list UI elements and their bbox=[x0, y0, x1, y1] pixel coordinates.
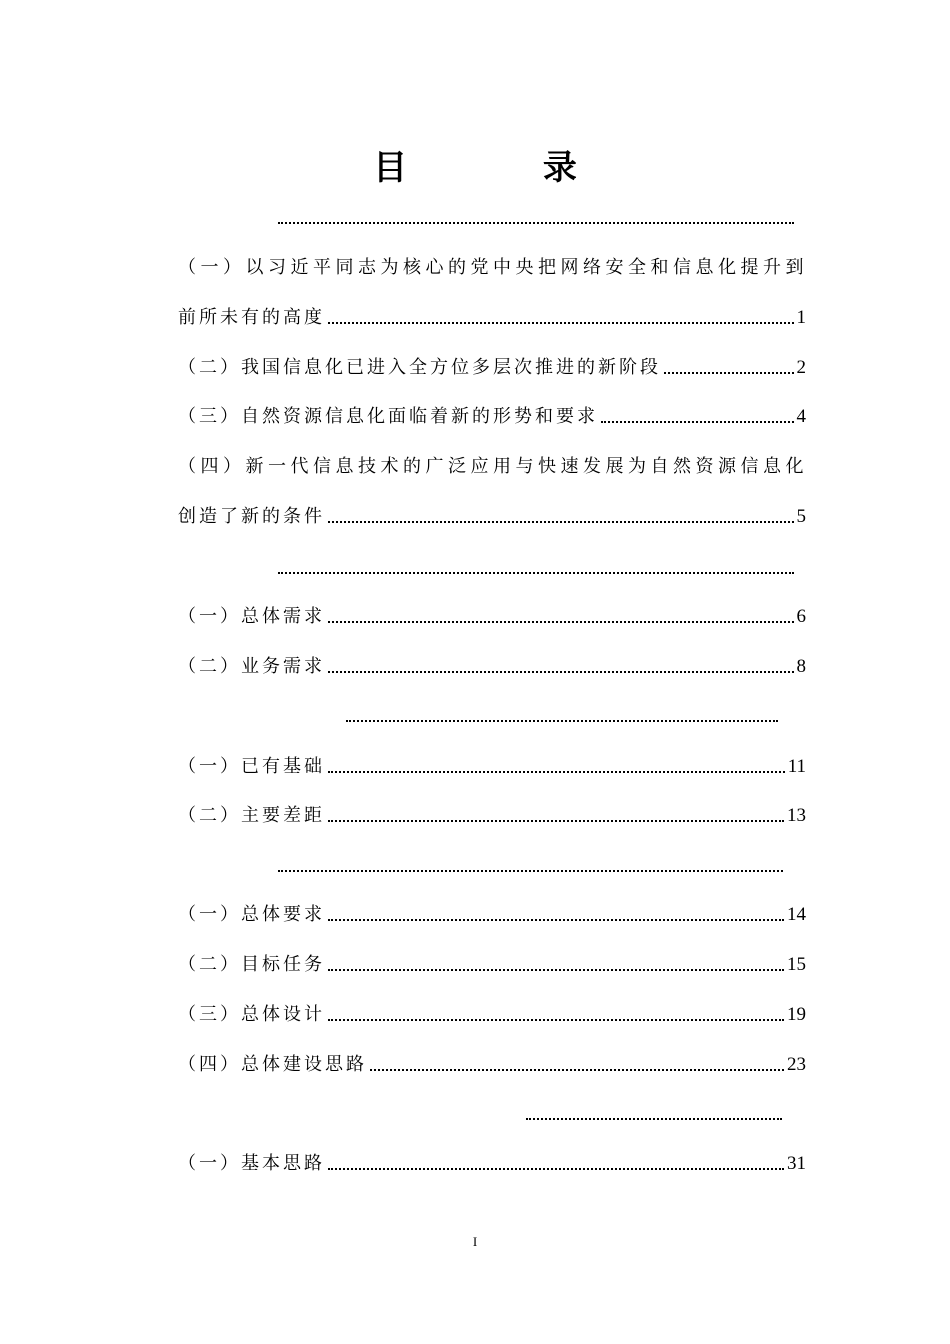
toc-page-number: 2 bbox=[796, 357, 806, 378]
toc-page-number: 23 bbox=[787, 1054, 806, 1075]
toc-page-number: 6 bbox=[796, 606, 806, 627]
toc-entry[interactable] bbox=[178, 1050, 806, 1080]
toc-entry[interactable] bbox=[178, 652, 806, 682]
toc-entry[interactable] bbox=[178, 402, 806, 432]
section-heading-leader bbox=[526, 1118, 782, 1120]
toc-entry[interactable] bbox=[178, 502, 806, 532]
toc-entry[interactable] bbox=[178, 303, 806, 333]
dot-leader bbox=[328, 919, 784, 921]
toc-entry-label: （一）以习近平同志为核心的党中央把网络安全和信息化提升到 bbox=[178, 257, 808, 278]
toc-page-number: 4 bbox=[796, 406, 806, 427]
toc-entry-label: （四）总体建设思路 bbox=[178, 1054, 367, 1075]
dot-leader bbox=[328, 671, 794, 673]
dot-leader bbox=[328, 621, 794, 623]
toc-entry[interactable] bbox=[178, 900, 806, 930]
toc-entry[interactable] bbox=[178, 253, 806, 283]
toc-page-number: 31 bbox=[787, 1153, 806, 1174]
section-heading-leader bbox=[278, 222, 794, 224]
toc-entry-label: （一）总体需求 bbox=[178, 606, 325, 627]
toc-page-number: 14 bbox=[787, 904, 806, 925]
toc-entry-label: （一）基本思路 bbox=[178, 1153, 325, 1174]
toc-entry[interactable] bbox=[178, 353, 806, 383]
toc-entry-label: （二）目标任务 bbox=[178, 954, 325, 975]
toc-page-number: 5 bbox=[796, 506, 806, 527]
toc-entry[interactable] bbox=[178, 602, 806, 632]
toc-entry-label: 前所未有的高度 bbox=[178, 307, 325, 328]
toc-entry-label: （一）已有基础 bbox=[178, 756, 325, 777]
dot-leader bbox=[664, 372, 794, 374]
toc-entry-label: （三）总体设计 bbox=[178, 1004, 325, 1025]
dot-leader bbox=[328, 1019, 784, 1021]
toc-entry[interactable] bbox=[178, 1149, 806, 1179]
section-heading-leader bbox=[278, 870, 783, 872]
toc-entry[interactable] bbox=[178, 752, 806, 782]
dot-leader bbox=[328, 820, 784, 822]
toc-page-number: 1 bbox=[796, 307, 806, 328]
dot-leader bbox=[328, 322, 794, 324]
toc-page-number: 15 bbox=[787, 954, 806, 975]
toc-entry-label: （四）新一代信息技术的广泛应用与快速发展为自然资源信息化 bbox=[178, 456, 808, 477]
toc-entry-label: （二）业务需求 bbox=[178, 656, 325, 677]
toc-entry-label: （二）我国信息化已进入全方位多层次推进的新阶段 bbox=[178, 357, 661, 378]
dot-leader bbox=[328, 771, 785, 773]
section-heading-leader bbox=[278, 572, 794, 574]
toc-page-number: 11 bbox=[787, 756, 806, 777]
dot-leader bbox=[601, 421, 794, 423]
dot-leader bbox=[328, 1168, 784, 1170]
toc-title: 目 录 bbox=[373, 148, 639, 188]
toc-page-number: 8 bbox=[796, 656, 806, 677]
toc-entry[interactable] bbox=[178, 1000, 806, 1030]
toc-entry-label: （二）主要差距 bbox=[178, 805, 325, 826]
dot-leader bbox=[328, 521, 794, 523]
toc-entry-label: 创造了新的条件 bbox=[178, 506, 325, 527]
toc-entry[interactable] bbox=[178, 801, 806, 831]
toc-page-number: 13 bbox=[787, 805, 806, 826]
toc-entry-label: （一）总体要求 bbox=[178, 904, 325, 925]
page-footer-number: I bbox=[472, 1234, 478, 1249]
section-heading-leader bbox=[346, 720, 778, 722]
toc-entry[interactable] bbox=[178, 452, 806, 482]
toc-entry-label: （三）自然资源信息化面临着新的形势和要求 bbox=[178, 406, 598, 427]
dot-leader bbox=[370, 1069, 784, 1071]
dot-leader bbox=[328, 969, 784, 971]
toc-page-number: 19 bbox=[787, 1004, 806, 1025]
toc-entry[interactable] bbox=[178, 950, 806, 980]
